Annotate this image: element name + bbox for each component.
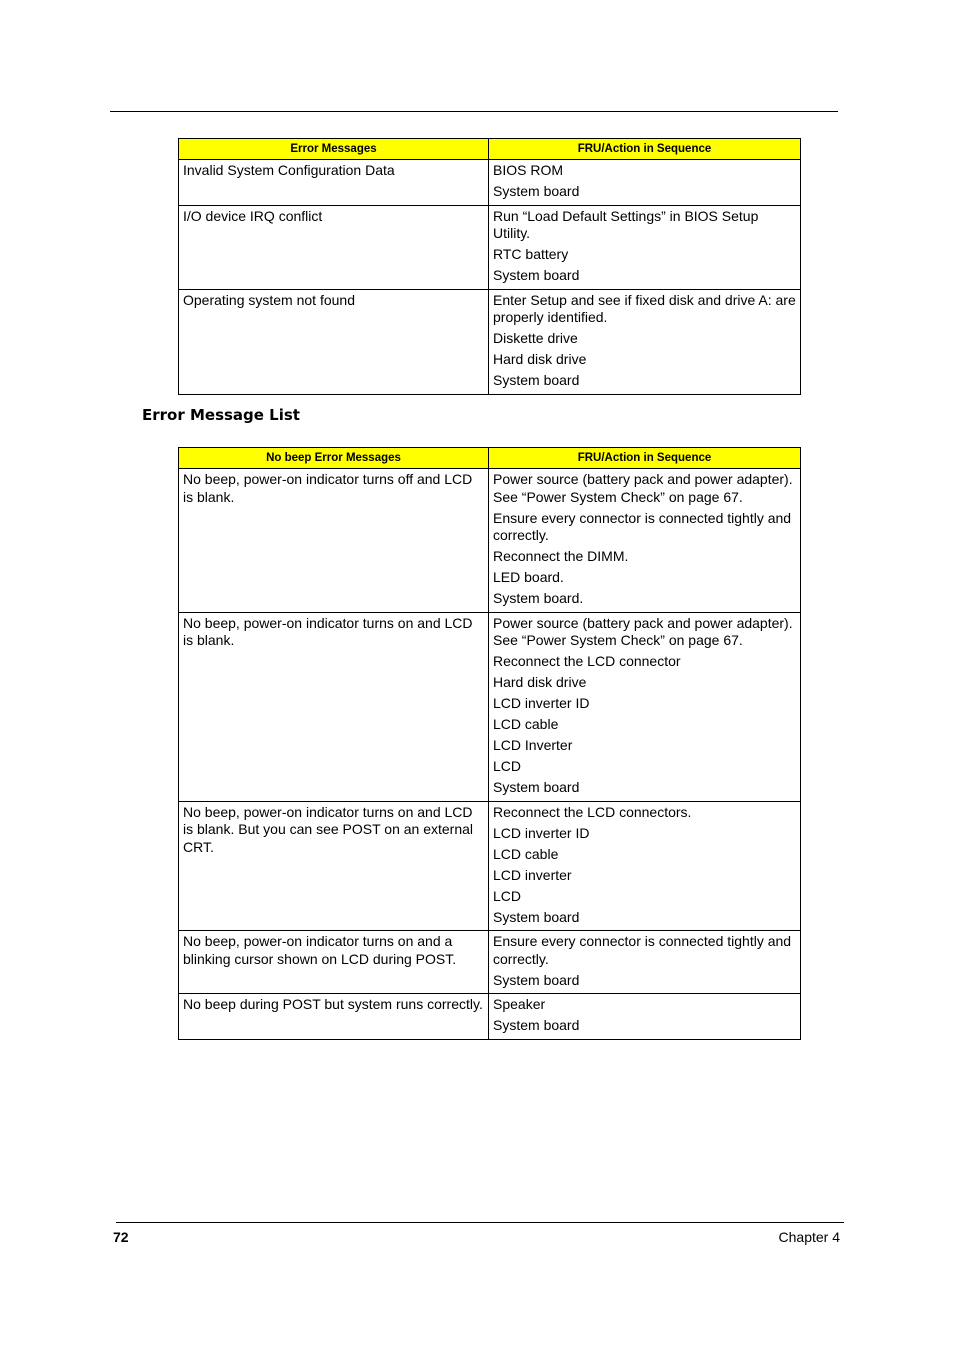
error-message-cell: Invalid System Configuration Data (179, 160, 489, 206)
fru-action-item: Reconnect the LCD connectors. (493, 803, 692, 820)
fru-action-item: System board (493, 267, 580, 283)
table-row (179, 205, 801, 289)
table-row (179, 931, 801, 994)
fru-action-item: System board (493, 779, 580, 795)
column-header-error-messages: Error Messages (179, 139, 489, 160)
table-row (179, 994, 801, 1040)
fru-action-item: LED board. (493, 569, 564, 585)
fru-action-cell (489, 160, 801, 206)
fru-action-item: LCD inverter (493, 866, 572, 883)
fru-action-cell (489, 994, 801, 1040)
fru-action-item: System board (493, 372, 580, 388)
fru-action-cell (489, 931, 801, 994)
table-row (179, 289, 801, 394)
table-row (179, 469, 801, 613)
fru-action-item: System board (493, 908, 580, 925)
error-message-cell: Operating system not found (179, 289, 489, 394)
fru-action-item: Run “Load Default Settings” in BIOS Setup Utility. (493, 207, 759, 241)
fru-action-item: System board. (493, 590, 584, 606)
fru-action-item: System board (493, 1017, 580, 1033)
error-message-cell: No beep during POST but system runs correctly. (179, 994, 489, 1040)
section-title: Error Message List (142, 406, 300, 424)
fru-action-item: System board (493, 183, 580, 199)
fru-action-item: Power source (battery pack and power adapter). See “Power System Check” on page 67. (493, 614, 793, 648)
fru-action-item: LCD cable (493, 716, 559, 732)
table-row (179, 612, 801, 801)
table-row (179, 801, 801, 931)
column-header-fru-action: FRU/Action in Sequence (489, 139, 801, 160)
fru-action-item: Ensure every connector is connected tightly and correctly. (493, 509, 792, 543)
chapter-label: Chapter 4 (778, 1229, 840, 1245)
fru-action-item: LCD (493, 887, 522, 904)
fru-action-item: BIOS ROM (493, 162, 564, 178)
fru-action-item: Ensure every connector is connected tightly and correctly. (493, 933, 792, 967)
fru-action-cell (489, 801, 801, 931)
error-message-cell: I/O device IRQ conflict (179, 205, 489, 289)
error-message-cell: No beep, power-on indicator turns on and LCD is blank. But you can see POST on an external CRT. (179, 801, 489, 931)
fru-action-item: Reconnect the DIMM. (493, 548, 629, 564)
table-row (179, 160, 801, 206)
fru-action-item: LCD Inverter (493, 737, 573, 753)
fru-action-item: Reconnect the LCD connector (493, 653, 681, 669)
fru-action-item: Hard disk drive (493, 351, 587, 367)
fru-action-item: Speaker (493, 996, 546, 1012)
page-number: 72 (113, 1229, 129, 1245)
fru-action-cell (489, 612, 801, 801)
fru-action-cell (489, 469, 801, 613)
error-message-cell: No beep, power-on indicator turns on and LCD is blank. (179, 612, 489, 801)
fru-action-item: Hard disk drive (493, 674, 587, 690)
footer-rule (116, 1222, 844, 1223)
fru-action-item: RTC battery (493, 246, 569, 262)
column-header-fru-action: FRU/Action in Sequence (489, 448, 801, 469)
fru-action-item: System board (493, 971, 580, 988)
header-rule (110, 111, 838, 112)
fru-action-cell (489, 205, 801, 289)
fru-action-item: LCD inverter ID (493, 824, 590, 841)
error-messages-table (178, 138, 801, 395)
no-beep-error-messages-table (178, 447, 801, 1040)
fru-action-item: Power source (battery pack and power adapter). See “Power System Check” on page 67. (493, 471, 793, 505)
fru-action-cell (489, 289, 801, 394)
column-header-no-beep-error-messages: No beep Error Messages (179, 448, 489, 469)
fru-action-item: LCD inverter ID (493, 695, 590, 711)
fru-action-item: LCD cable (493, 845, 559, 862)
fru-action-item: LCD (493, 758, 522, 774)
error-message-cell: No beep, power-on indicator turns on and a blinking cursor shown on LCD during POST. (179, 931, 489, 994)
fru-action-item: Enter Setup and see if fixed disk and drive A: are properly identified. (493, 291, 796, 325)
fru-action-item: Diskette drive (493, 330, 578, 346)
error-message-cell: No beep, power-on indicator turns off and LCD is blank. (179, 469, 489, 613)
